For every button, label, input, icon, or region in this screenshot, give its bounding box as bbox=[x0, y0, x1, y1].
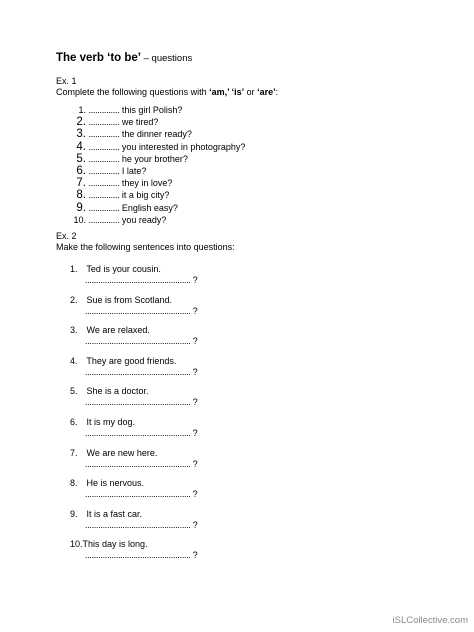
question-mark: ? bbox=[192, 397, 198, 408]
instruction-text: : bbox=[275, 87, 279, 97]
answer-blank: .............. bbox=[88, 129, 120, 140]
exercise-1-item bbox=[70, 105, 182, 116]
answer-blank: ................................................ bbox=[85, 489, 191, 500]
answer-line bbox=[85, 397, 198, 407]
answer-line bbox=[85, 489, 198, 499]
exercise-1-item bbox=[70, 129, 192, 140]
item-number: 5. bbox=[76, 152, 86, 165]
exercise-2-item bbox=[70, 478, 144, 488]
exercise-1-item bbox=[70, 154, 188, 165]
answer-blank: .............. bbox=[88, 202, 120, 213]
site-watermark: iSLCollective.com bbox=[392, 615, 468, 626]
exercise-1-item bbox=[70, 178, 172, 189]
exercise-2-item bbox=[70, 356, 176, 366]
sentence-text: He is nervous. bbox=[86, 478, 145, 489]
exercise-1-heading: Ex. 1 bbox=[56, 76, 77, 86]
exercise-1-item bbox=[70, 215, 166, 226]
question-mark: ? bbox=[192, 428, 198, 438]
item-number: 7. bbox=[76, 177, 86, 190]
question-text: he your brother? bbox=[119, 153, 188, 164]
item-number: 6. bbox=[76, 165, 86, 177]
instruction-bold: ‘are’ bbox=[257, 87, 276, 97]
answer-blank: .............. bbox=[88, 190, 120, 201]
question-text: you interested in photography? bbox=[119, 141, 246, 152]
sentence-text: It is my dog. bbox=[86, 417, 136, 427]
answer-blank: .............. bbox=[88, 166, 120, 176]
answer-line bbox=[85, 520, 198, 530]
sentence-text: It is a fast car. bbox=[86, 508, 143, 519]
item-number: 2. bbox=[70, 294, 78, 305]
question-mark: ? bbox=[192, 550, 198, 561]
item-number: 3. bbox=[70, 325, 78, 336]
sentence-text: We are relaxed. bbox=[86, 325, 150, 336]
answer-line bbox=[85, 550, 198, 560]
answer-blank: ................................................ bbox=[85, 366, 191, 377]
instruction-text: Complete the following questions with bbox=[56, 87, 210, 97]
item-number: 4. bbox=[76, 140, 86, 153]
item-number: 4. bbox=[70, 355, 78, 366]
answer-line bbox=[85, 306, 198, 316]
exercise-2-item bbox=[70, 295, 172, 305]
answer-blank: ................................................ bbox=[85, 275, 191, 285]
question-text: this girl Polish? bbox=[119, 105, 183, 115]
item-number: 9. bbox=[76, 201, 86, 214]
instruction-bold: ‘am,’ ‘is’ bbox=[209, 87, 245, 97]
question-text: it a big city? bbox=[119, 190, 170, 201]
item-number: 1. bbox=[70, 264, 78, 274]
question-mark: ? bbox=[192, 458, 198, 469]
sentence-text: She is a doctor. bbox=[86, 386, 149, 397]
question-text: we tired? bbox=[119, 117, 159, 128]
question-mark: ? bbox=[192, 366, 198, 377]
item-number: 8. bbox=[76, 189, 86, 202]
item-number: 5. bbox=[70, 386, 78, 397]
exercise-1-item bbox=[70, 166, 146, 177]
answer-blank: ................................................ bbox=[85, 519, 191, 530]
exercise-2-item bbox=[70, 448, 157, 458]
question-text: they in love? bbox=[119, 178, 173, 189]
item-number: 3. bbox=[76, 128, 86, 141]
item-number: 9. bbox=[70, 508, 78, 519]
question-mark: ? bbox=[192, 336, 198, 347]
sentence-text: They are good friends. bbox=[86, 355, 177, 366]
exercise-2-heading: Ex. 2 bbox=[56, 231, 77, 241]
exercise-2-instruction: Make the following sentences into questions: bbox=[56, 242, 235, 252]
exercise-2-item bbox=[70, 509, 142, 519]
exercise-2-item bbox=[70, 539, 148, 549]
question-mark: ? bbox=[192, 519, 198, 530]
answer-line bbox=[85, 459, 198, 469]
question-text: you ready? bbox=[119, 214, 167, 225]
item-number: 2. bbox=[76, 116, 86, 129]
answer-blank: .............. bbox=[88, 214, 120, 225]
answer-line bbox=[85, 336, 198, 346]
worksheet-title bbox=[56, 52, 192, 64]
answer-line bbox=[85, 367, 198, 377]
question-text: the dinner ready? bbox=[119, 129, 192, 140]
exercise-1-instruction bbox=[56, 87, 278, 97]
answer-blank: ................................................ bbox=[85, 458, 191, 469]
answer-blank: ................................................ bbox=[85, 550, 191, 561]
item-number: 8. bbox=[70, 478, 78, 489]
answer-blank: .............. bbox=[88, 178, 120, 189]
answer-blank: ................................................ bbox=[85, 305, 191, 316]
sentence-text: Sue is from Scotland. bbox=[86, 294, 173, 305]
item-number: 10. bbox=[73, 214, 86, 225]
answer-blank: .............. bbox=[88, 105, 120, 115]
exercise-2-item bbox=[70, 386, 149, 396]
answer-line bbox=[85, 275, 198, 285]
question-mark: ? bbox=[192, 305, 198, 316]
exercise-1-item bbox=[70, 190, 169, 201]
answer-blank: ................................................ bbox=[85, 336, 191, 347]
answer-blank: .............. bbox=[88, 117, 120, 128]
question-mark: ? bbox=[192, 275, 198, 285]
question-text: I late? bbox=[119, 166, 147, 176]
item-number: 10. bbox=[70, 539, 83, 550]
item-number: 6. bbox=[70, 417, 78, 427]
answer-blank: ................................................ bbox=[85, 397, 191, 408]
title-rest: – questions bbox=[141, 53, 193, 64]
answer-line bbox=[85, 428, 198, 438]
sentence-text: We are new here. bbox=[86, 447, 158, 458]
item-number: 1. bbox=[78, 105, 86, 115]
sentence-text: This day is long. bbox=[82, 539, 148, 550]
answer-blank: ................................................ bbox=[85, 428, 191, 438]
answer-blank: .............. bbox=[88, 153, 120, 164]
sentence-text: Ted is your cousin. bbox=[86, 264, 161, 274]
question-text: English easy? bbox=[119, 202, 178, 213]
answer-blank: .............. bbox=[88, 141, 120, 152]
title-bold: The verb ‘to be’ bbox=[56, 52, 141, 64]
exercise-2-item bbox=[70, 325, 150, 335]
exercise-1-item bbox=[70, 203, 178, 214]
exercise-2-item bbox=[70, 264, 161, 274]
question-mark: ? bbox=[192, 489, 198, 500]
instruction-text: or bbox=[244, 87, 258, 97]
item-number: 7. bbox=[70, 447, 78, 458]
exercise-1-item bbox=[70, 142, 245, 153]
exercise-2-item bbox=[70, 417, 135, 427]
exercise-1-item bbox=[70, 117, 158, 128]
